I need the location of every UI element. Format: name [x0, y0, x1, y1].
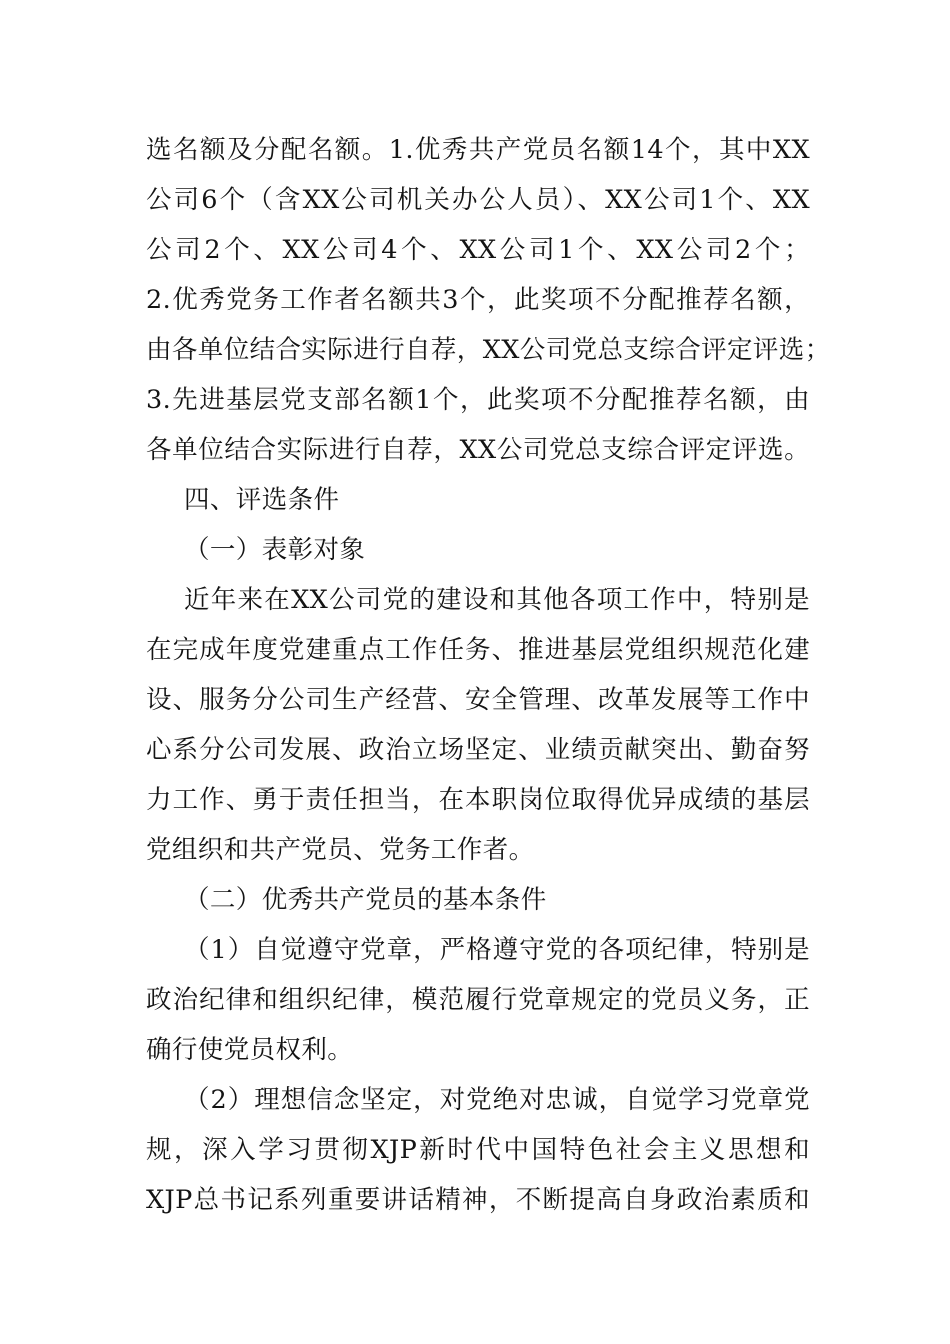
text-line: 近年来在XX公司党的建设和其他各项工作中，特别是 — [184, 585, 810, 615]
text-line: （2）理想信念坚定，对党绝对忠诚，自觉学习党章党 — [184, 1085, 810, 1115]
text-line: 2.优秀党务工作者名额共3个，此奖项不分配推荐名额， — [146, 285, 810, 315]
text-line: 在完成年度党建重点工作任务、推进基层党组织规范化建 — [146, 635, 810, 665]
text-line: 设、服务分公司生产经营、安全管理、改革发展等工作中 — [146, 685, 810, 715]
text-line: 心系分公司发展、政治立场坚定、业绩贡献突出、勤奋努 — [146, 735, 810, 765]
text-line: 公司2个、XX公司4个、XX公司1个、XX公司2个； — [146, 235, 810, 265]
text-line: 规，深入学习贯彻XJP新时代中国特色社会主义思想和 — [146, 1135, 810, 1165]
subsection-heading: （二）优秀共产党员的基本条件 — [184, 885, 547, 915]
text-line: 3.先进基层党支部名额1个，此奖项不分配推荐名额，由 — [146, 385, 810, 415]
text-line: 公司6个（含XX公司机关办公人员）、XX公司1个、XX — [146, 185, 810, 215]
text-line: 政治纪律和组织纪律，模范履行党章规定的党员义务，正 — [146, 985, 810, 1015]
text-line: 党组织和共产党员、党务工作者。 — [146, 835, 535, 865]
subsection-heading: （一）表彰对象 — [184, 535, 366, 565]
text-line: 各单位结合实际进行自荐，XX公司党总支综合评定评选。 — [146, 435, 810, 465]
text-line: （1）自觉遵守党章，严格遵守党的各项纪律，特别是 — [184, 935, 810, 965]
text-line: XJP总书记系列重要讲话精神，不断提高自身政治素质和 — [146, 1185, 810, 1215]
section-heading: 四、评选条件 — [184, 485, 340, 515]
text-line: 确行使党员权利。 — [146, 1035, 354, 1065]
text-line: 由各单位结合实际进行自荐，XX公司党总支综合评定评选； — [146, 335, 831, 365]
text-line: 力工作、勇于责任担当，在本职岗位取得优异成绩的基层 — [146, 785, 810, 815]
text-line: 选名额及分配名额。1.优秀共产党员名额14个，其中XX — [146, 135, 810, 165]
